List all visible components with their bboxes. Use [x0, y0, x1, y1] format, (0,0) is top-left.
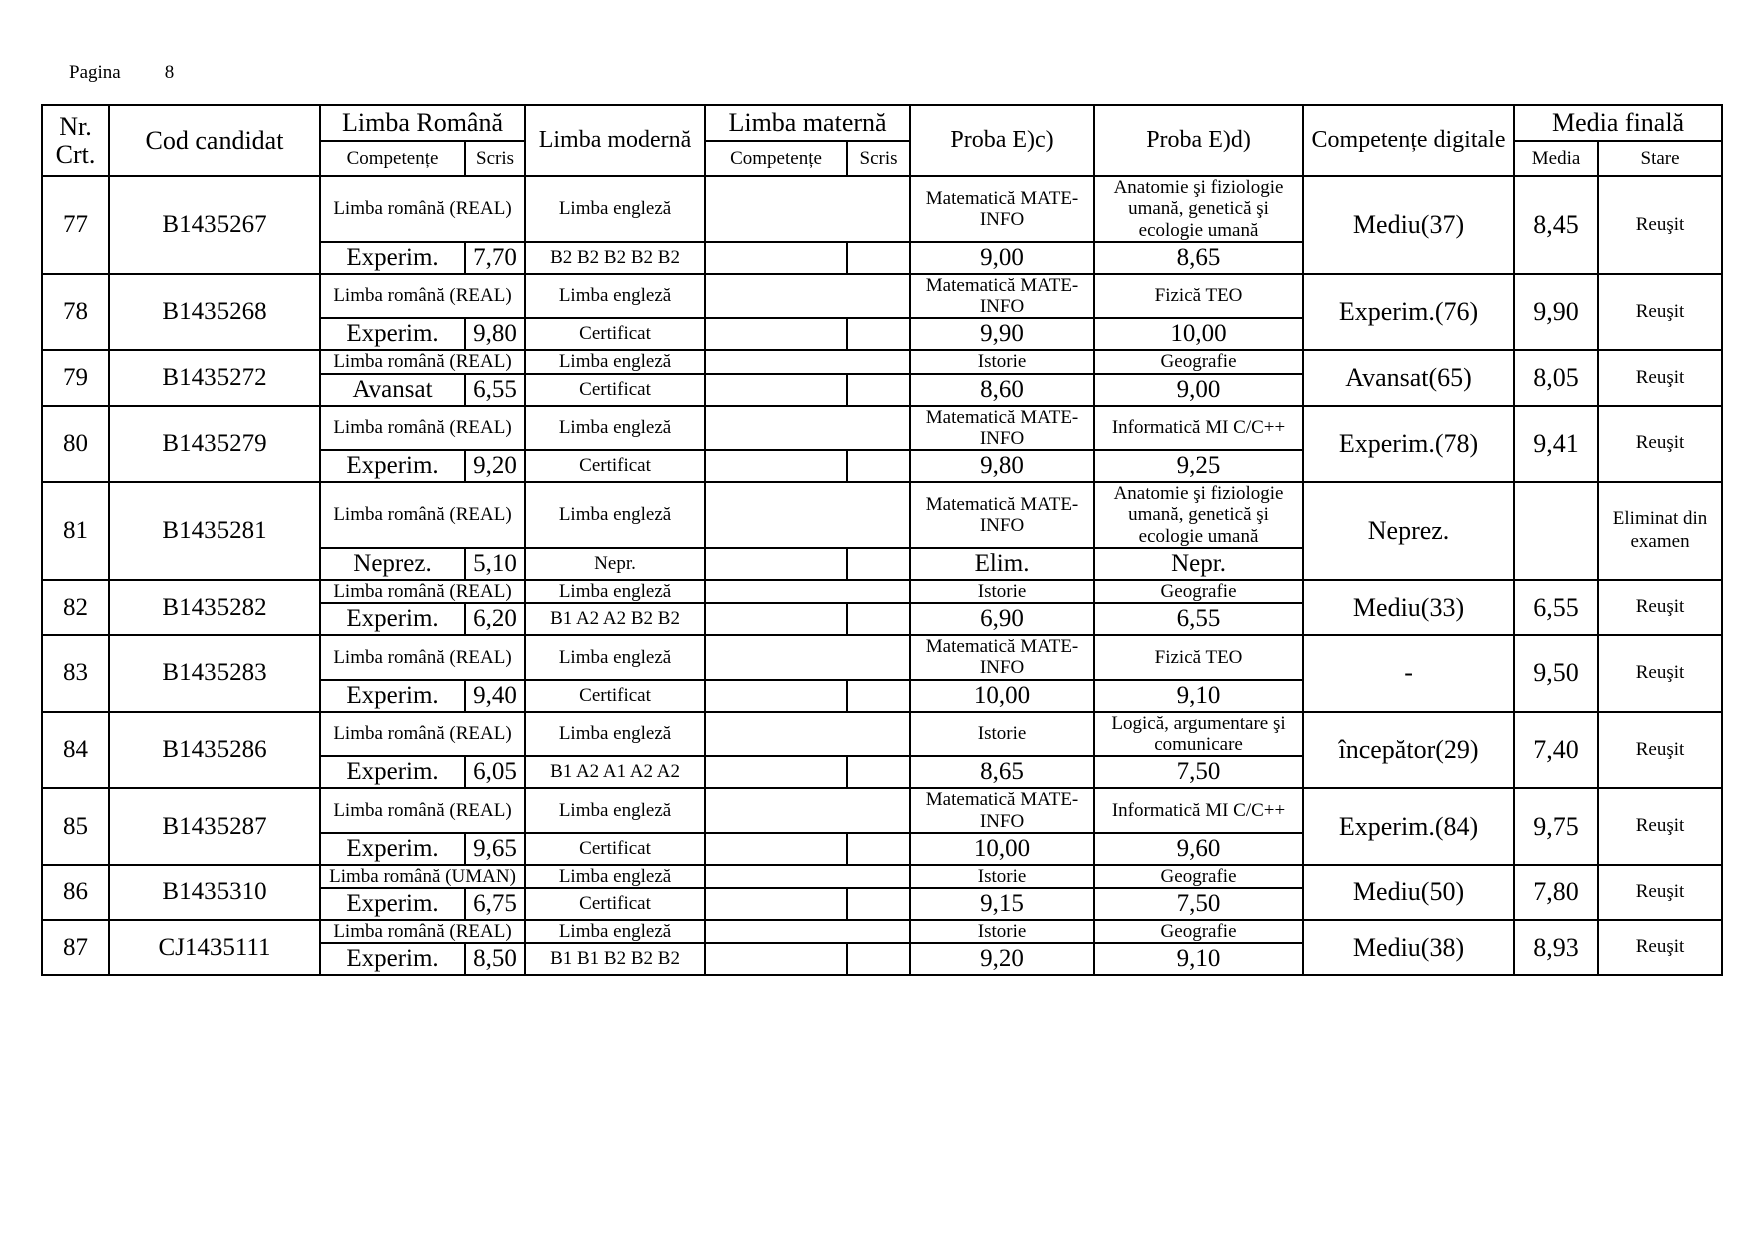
final-status: Reuşit — [1598, 712, 1722, 789]
final-status: Reuşit — [1598, 176, 1722, 274]
digital-competence: Mediu(33) — [1303, 580, 1514, 635]
final-average: 7,40 — [1514, 712, 1598, 789]
final-status: Reuşit — [1598, 788, 1722, 865]
candidate-row — [42, 482, 1722, 548]
header-proba-ed: Proba E)d) — [1094, 105, 1303, 176]
header-stare: Stare — [1598, 141, 1722, 176]
proba-ec-subject: Matematică MATE-INFO — [910, 274, 1094, 319]
header-mat-competente: Competențe — [705, 141, 847, 176]
modern-language-result: B1 A2 A2 B2 B2 — [525, 603, 705, 635]
modern-language-result: B1 A2 A1 A2 A2 — [525, 756, 705, 788]
romanian-competence: Experim. — [320, 833, 465, 865]
page-header — [69, 62, 174, 84]
modern-language-subject: Limba engleză — [525, 176, 705, 242]
candidate-row — [42, 920, 1722, 943]
modern-language-subject: Limba engleză — [525, 350, 705, 373]
romanian-competence: Experim. — [320, 318, 465, 350]
proba-ec-grade: 10,00 — [910, 833, 1094, 865]
row-number: 82 — [42, 580, 109, 635]
candidate-row — [42, 788, 1722, 833]
page-number: 8 — [164, 62, 175, 83]
romanian-subject: Limba română (REAL) — [320, 482, 525, 548]
header-limba-materna: Limba maternă — [705, 105, 910, 141]
romanian-subject: Limba română (REAL) — [320, 920, 525, 943]
header-rom-competente: Competențe — [320, 141, 465, 176]
proba-ed-subject: Anatomie şi fiziologie umană, genetică şi ecologie umană — [1094, 482, 1303, 548]
romanian-written-grade: 8,50 — [465, 943, 525, 975]
modern-language-result: Certificat — [525, 318, 705, 350]
native-language-subject — [705, 865, 910, 888]
native-language-written — [847, 603, 910, 635]
candidate-code: CJ1435111 — [109, 920, 320, 975]
native-language-written — [847, 450, 910, 482]
proba-ed-subject: Logică, argumentare şi comunicare — [1094, 712, 1303, 757]
modern-language-subject: Limba engleză — [525, 580, 705, 603]
romanian-written-grade: 7,70 — [465, 242, 525, 274]
proba-ec-grade: 10,00 — [910, 680, 1094, 712]
final-status: Reuşit — [1598, 920, 1722, 975]
native-language-written — [847, 374, 910, 406]
header-limba-romana: Limba Română — [320, 105, 525, 141]
proba-ed-grade: 9,10 — [1094, 943, 1303, 975]
proba-ed-grade: 9,00 — [1094, 374, 1303, 406]
final-status: Reuşit — [1598, 350, 1722, 405]
candidate-code: B1435279 — [109, 406, 320, 483]
romanian-competence: Experim. — [320, 888, 465, 920]
romanian-subject: Limba română (REAL) — [320, 788, 525, 833]
proba-ec-subject: Istorie — [910, 580, 1094, 603]
native-language-written — [847, 888, 910, 920]
native-language-written — [847, 680, 910, 712]
modern-language-subject: Limba engleză — [525, 406, 705, 451]
digital-competence: Mediu(37) — [1303, 176, 1514, 274]
native-language-subject — [705, 920, 910, 943]
proba-ec-grade: 6,90 — [910, 603, 1094, 635]
candidate-code: B1435282 — [109, 580, 320, 635]
proba-ed-subject: Fizică TEO — [1094, 635, 1303, 680]
digital-competence: - — [1303, 635, 1514, 712]
row-number: 86 — [42, 865, 109, 920]
romanian-written-grade: 6,20 — [465, 603, 525, 635]
candidate-row — [42, 274, 1722, 319]
modern-language-subject: Limba engleză — [525, 635, 705, 680]
romanian-written-grade: 9,40 — [465, 680, 525, 712]
proba-ec-grade: 9,80 — [910, 450, 1094, 482]
final-average: 8,93 — [1514, 920, 1598, 975]
final-average: 9,50 — [1514, 635, 1598, 712]
romanian-subject: Limba română (REAL) — [320, 712, 525, 757]
modern-language-result: B2 B2 B2 B2 B2 — [525, 242, 705, 274]
native-language-competence — [705, 548, 847, 580]
proba-ed-grade: 9,60 — [1094, 833, 1303, 865]
modern-language-result: B1 B1 B2 B2 B2 — [525, 943, 705, 975]
proba-ec-grade: 9,15 — [910, 888, 1094, 920]
proba-ed-grade: 7,50 — [1094, 888, 1303, 920]
candidate-row — [42, 865, 1722, 888]
romanian-subject: Limba română (REAL) — [320, 635, 525, 680]
row-number: 77 — [42, 176, 109, 274]
row-number: 79 — [42, 350, 109, 405]
native-language-subject — [705, 712, 910, 757]
native-language-subject — [705, 350, 910, 373]
digital-competence: Mediu(38) — [1303, 920, 1514, 975]
modern-language-result: Certificat — [525, 833, 705, 865]
romanian-competence: Experim. — [320, 603, 465, 635]
row-number: 84 — [42, 712, 109, 789]
row-number: 83 — [42, 635, 109, 712]
row-number: 78 — [42, 274, 109, 351]
proba-ed-subject: Informatică MI C/C++ — [1094, 406, 1303, 451]
native-language-competence — [705, 888, 847, 920]
modern-language-result: Certificat — [525, 450, 705, 482]
results-body — [42, 176, 1722, 975]
romanian-written-grade: 6,55 — [465, 374, 525, 406]
candidate-row — [42, 635, 1722, 680]
romanian-competence: Experim. — [320, 450, 465, 482]
final-average: 9,41 — [1514, 406, 1598, 483]
native-language-competence — [705, 680, 847, 712]
romanian-written-grade: 9,80 — [465, 318, 525, 350]
native-language-written — [847, 548, 910, 580]
romanian-competence: Avansat — [320, 374, 465, 406]
native-language-written — [847, 756, 910, 788]
final-status: Reuşit — [1598, 865, 1722, 920]
final-average: 9,90 — [1514, 274, 1598, 351]
native-language-competence — [705, 833, 847, 865]
proba-ec-grade: Elim. — [910, 548, 1094, 580]
modern-language-result: Certificat — [525, 374, 705, 406]
native-language-subject — [705, 176, 910, 242]
native-language-written — [847, 943, 910, 975]
modern-language-result: Nepr. — [525, 548, 705, 580]
page-label: Pagina — [69, 62, 121, 83]
native-language-competence — [705, 943, 847, 975]
modern-language-result: Certificat — [525, 680, 705, 712]
digital-competence: Experim.(78) — [1303, 406, 1514, 483]
romanian-competence: Neprez. — [320, 548, 465, 580]
candidate-code: B1435281 — [109, 482, 320, 580]
final-average: 8,05 — [1514, 350, 1598, 405]
proba-ec-grade: 8,65 — [910, 756, 1094, 788]
header-limba-moderna: Limba modernă — [525, 105, 705, 176]
proba-ed-grade: 7,50 — [1094, 756, 1303, 788]
native-language-written — [847, 318, 910, 350]
candidate-code: B1435267 — [109, 176, 320, 274]
native-language-subject — [705, 274, 910, 319]
proba-ec-grade: 9,00 — [910, 242, 1094, 274]
romanian-competence: Experim. — [320, 756, 465, 788]
native-language-subject — [705, 482, 910, 548]
romanian-written-grade: 5,10 — [465, 548, 525, 580]
native-language-written — [847, 242, 910, 274]
proba-ed-grade: 9,10 — [1094, 680, 1303, 712]
native-language-subject — [705, 580, 910, 603]
native-language-competence — [705, 374, 847, 406]
candidate-code: B1435310 — [109, 865, 320, 920]
final-status: Reuşit — [1598, 274, 1722, 351]
proba-ed-subject: Anatomie şi fiziologie umană, genetică şi ecologie umană — [1094, 176, 1303, 242]
romanian-written-grade: 9,65 — [465, 833, 525, 865]
proba-ed-subject: Geografie — [1094, 920, 1303, 943]
proba-ec-subject: Matematică MATE-INFO — [910, 788, 1094, 833]
romanian-subject: Limba română (REAL) — [320, 274, 525, 319]
results-table — [41, 104, 1723, 976]
native-language-competence — [705, 756, 847, 788]
candidate-code: B1435268 — [109, 274, 320, 351]
final-status: Reuşit — [1598, 406, 1722, 483]
romanian-competence: Experim. — [320, 242, 465, 274]
row-number: 81 — [42, 482, 109, 580]
final-average: 9,75 — [1514, 788, 1598, 865]
candidate-row — [42, 176, 1722, 242]
romanian-subject: Limba română (UMAN) — [320, 865, 525, 888]
proba-ed-subject: Fizică TEO — [1094, 274, 1303, 319]
romanian-competence: Experim. — [320, 680, 465, 712]
digital-competence: Experim.(84) — [1303, 788, 1514, 865]
proba-ec-subject: Matematică MATE-INFO — [910, 176, 1094, 242]
digital-competence: începător(29) — [1303, 712, 1514, 789]
romanian-competence: Experim. — [320, 943, 465, 975]
header-media: Media — [1514, 141, 1598, 176]
proba-ed-grade: 9,25 — [1094, 450, 1303, 482]
header-rom-scris: Scris — [465, 141, 525, 176]
candidate-code: B1435272 — [109, 350, 320, 405]
romanian-written-grade: 6,75 — [465, 888, 525, 920]
proba-ed-subject: Geografie — [1094, 580, 1303, 603]
proba-ec-grade: 9,20 — [910, 943, 1094, 975]
modern-language-subject: Limba engleză — [525, 274, 705, 319]
final-status: Reuşit — [1598, 635, 1722, 712]
proba-ec-subject: Istorie — [910, 350, 1094, 373]
romanian-subject: Limba română (REAL) — [320, 176, 525, 242]
candidate-row — [42, 580, 1722, 603]
proba-ec-grade: 8,60 — [910, 374, 1094, 406]
native-language-competence — [705, 450, 847, 482]
romanian-subject: Limba română (REAL) — [320, 406, 525, 451]
romanian-subject: Limba română (REAL) — [320, 350, 525, 373]
proba-ed-subject: Geografie — [1094, 350, 1303, 373]
row-number: 87 — [42, 920, 109, 975]
final-status: Eliminat din examen — [1598, 482, 1722, 580]
row-number: 80 — [42, 406, 109, 483]
romanian-written-grade: 9,20 — [465, 450, 525, 482]
modern-language-subject: Limba engleză — [525, 712, 705, 757]
proba-ec-subject: Matematică MATE-INFO — [910, 406, 1094, 451]
candidate-code: B1435286 — [109, 712, 320, 789]
native-language-written — [847, 833, 910, 865]
modern-language-subject: Limba engleză — [525, 482, 705, 548]
native-language-competence — [705, 603, 847, 635]
header-proba-ec: Proba E)c) — [910, 105, 1094, 176]
native-language-competence — [705, 318, 847, 350]
final-average: 8,45 — [1514, 176, 1598, 274]
candidate-row — [42, 350, 1722, 373]
header-cod-candidat: Cod candidat — [109, 105, 320, 176]
header-nr-crt: Nr. Crt. — [42, 105, 109, 176]
final-status: Reuşit — [1598, 580, 1722, 635]
proba-ed-subject: Geografie — [1094, 865, 1303, 888]
native-language-subject — [705, 635, 910, 680]
proba-ec-grade: 9,90 — [910, 318, 1094, 350]
digital-competence: Mediu(50) — [1303, 865, 1514, 920]
digital-competence: Neprez. — [1303, 482, 1514, 580]
final-average: 7,80 — [1514, 865, 1598, 920]
native-language-competence — [705, 242, 847, 274]
digital-competence: Experim.(76) — [1303, 274, 1514, 351]
native-language-subject — [705, 406, 910, 451]
native-language-subject — [705, 788, 910, 833]
candidate-code: B1435283 — [109, 635, 320, 712]
modern-language-subject: Limba engleză — [525, 865, 705, 888]
digital-competence: Avansat(65) — [1303, 350, 1514, 405]
modern-language-subject: Limba engleză — [525, 788, 705, 833]
proba-ed-subject: Informatică MI C/C++ — [1094, 788, 1303, 833]
header-mat-scris: Scris — [847, 141, 910, 176]
proba-ed-grade: 10,00 — [1094, 318, 1303, 350]
modern-language-result: Certificat — [525, 888, 705, 920]
proba-ec-subject: Istorie — [910, 712, 1094, 757]
proba-ed-grade: 8,65 — [1094, 242, 1303, 274]
candidate-row — [42, 406, 1722, 451]
candidate-row — [42, 712, 1722, 757]
row-number: 85 — [42, 788, 109, 865]
final-average: 6,55 — [1514, 580, 1598, 635]
modern-language-subject: Limba engleză — [525, 920, 705, 943]
candidate-code: B1435287 — [109, 788, 320, 865]
romanian-written-grade: 6,05 — [465, 756, 525, 788]
proba-ed-grade: 6,55 — [1094, 603, 1303, 635]
romanian-subject: Limba română (REAL) — [320, 580, 525, 603]
header-media-finala: Media finală — [1514, 105, 1722, 141]
proba-ec-subject: Matematică MATE-INFO — [910, 482, 1094, 548]
proba-ec-subject: Istorie — [910, 920, 1094, 943]
proba-ed-grade: Nepr. — [1094, 548, 1303, 580]
proba-ec-subject: Matematică MATE-INFO — [910, 635, 1094, 680]
proba-ec-subject: Istorie — [910, 865, 1094, 888]
final-average — [1514, 482, 1598, 580]
header-competente-digitale: Competențe digitale — [1303, 105, 1514, 176]
